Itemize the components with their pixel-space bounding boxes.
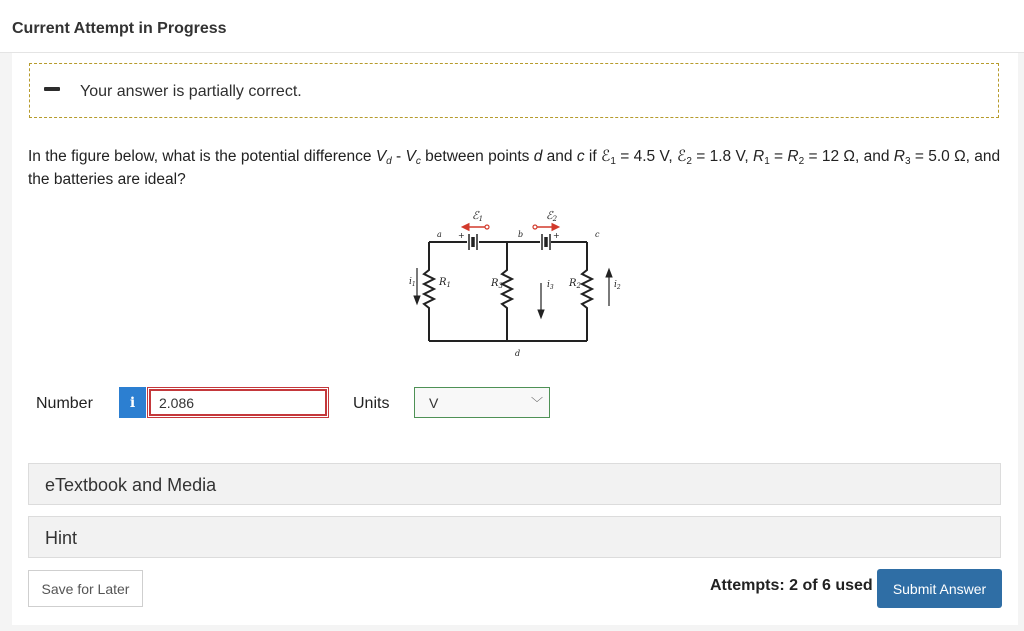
save-for-later-button[interactable]: Save for Later: [28, 570, 143, 607]
page-title: Current Attempt in Progress: [12, 20, 227, 37]
svg-text:+: +: [458, 231, 465, 240]
current-i3-arrow-icon: [538, 283, 544, 318]
hint-section[interactable]: [28, 516, 1001, 558]
svg-text:i3: $i_3$: [547, 280, 554, 291]
etextbook-media-section[interactable]: [28, 463, 1001, 505]
current-i2-arrow-icon: [606, 269, 612, 306]
svg-text:R2: $R_2$: [569, 278, 581, 290]
svg-text:ℰ2: ℰ2: [546, 209, 558, 223]
svg-text:a: a: [437, 230, 442, 239]
svg-text:b: b: [518, 230, 524, 239]
svg-text:i1: $i_1$: [409, 277, 416, 288]
battery-e1-icon: [469, 234, 477, 250]
svg-text:c: c: [595, 230, 600, 239]
svg-text:R3: $R_3$: [491, 278, 503, 290]
question-text: In the figure below, what is the potential difference $V_d - V_c$ between points d and c if ℰ$_1$ = 4.5 V, ℰ$_2$ = 1.8 V, $R_1 = R_2 = 12$ Ω, and $R_3 = 5.0$ Ω, and the batteries are ideal?: [28, 148, 1001, 188]
units-label: Units: [353, 395, 390, 412]
svg-text:ℰ1: ℰ1: [472, 209, 484, 223]
partial-correct-icon: [44, 87, 60, 91]
feedback-text: Your answer is partially correct.: [80, 83, 302, 100]
svg-text:d: d: [515, 349, 521, 358]
svg-text:i2: $i_2$: [614, 280, 621, 291]
header: [0, 0, 1024, 53]
answer-row: [12, 383, 1018, 423]
circuit-figure: [407, 208, 627, 368]
number-input[interactable]: [147, 387, 329, 418]
info-button[interactable]: i: [119, 387, 146, 418]
etextbook-media-label: eTextbook and Media: [45, 475, 217, 495]
chevron-down-icon: ﹀: [530, 396, 543, 410]
svg-text:+: +: [553, 231, 560, 240]
feedback-box: [29, 63, 999, 118]
svg-text:R1: $R_1$: [439, 277, 451, 289]
attempts-counter: Attempts: 2 of 6 used: [710, 577, 873, 594]
units-select[interactable]: [414, 387, 550, 418]
units-selected-value: V: [429, 395, 439, 411]
submit-answer-button[interactable]: Submit Answer: [877, 569, 1002, 608]
hint-label: Hint: [45, 528, 78, 548]
emf-arrow-e1-icon: [462, 224, 489, 231]
number-label: Number: [36, 395, 93, 412]
emf-arrow-e2-icon: [533, 224, 559, 231]
battery-e2-icon: [542, 234, 550, 250]
question-panel: [12, 53, 1018, 625]
